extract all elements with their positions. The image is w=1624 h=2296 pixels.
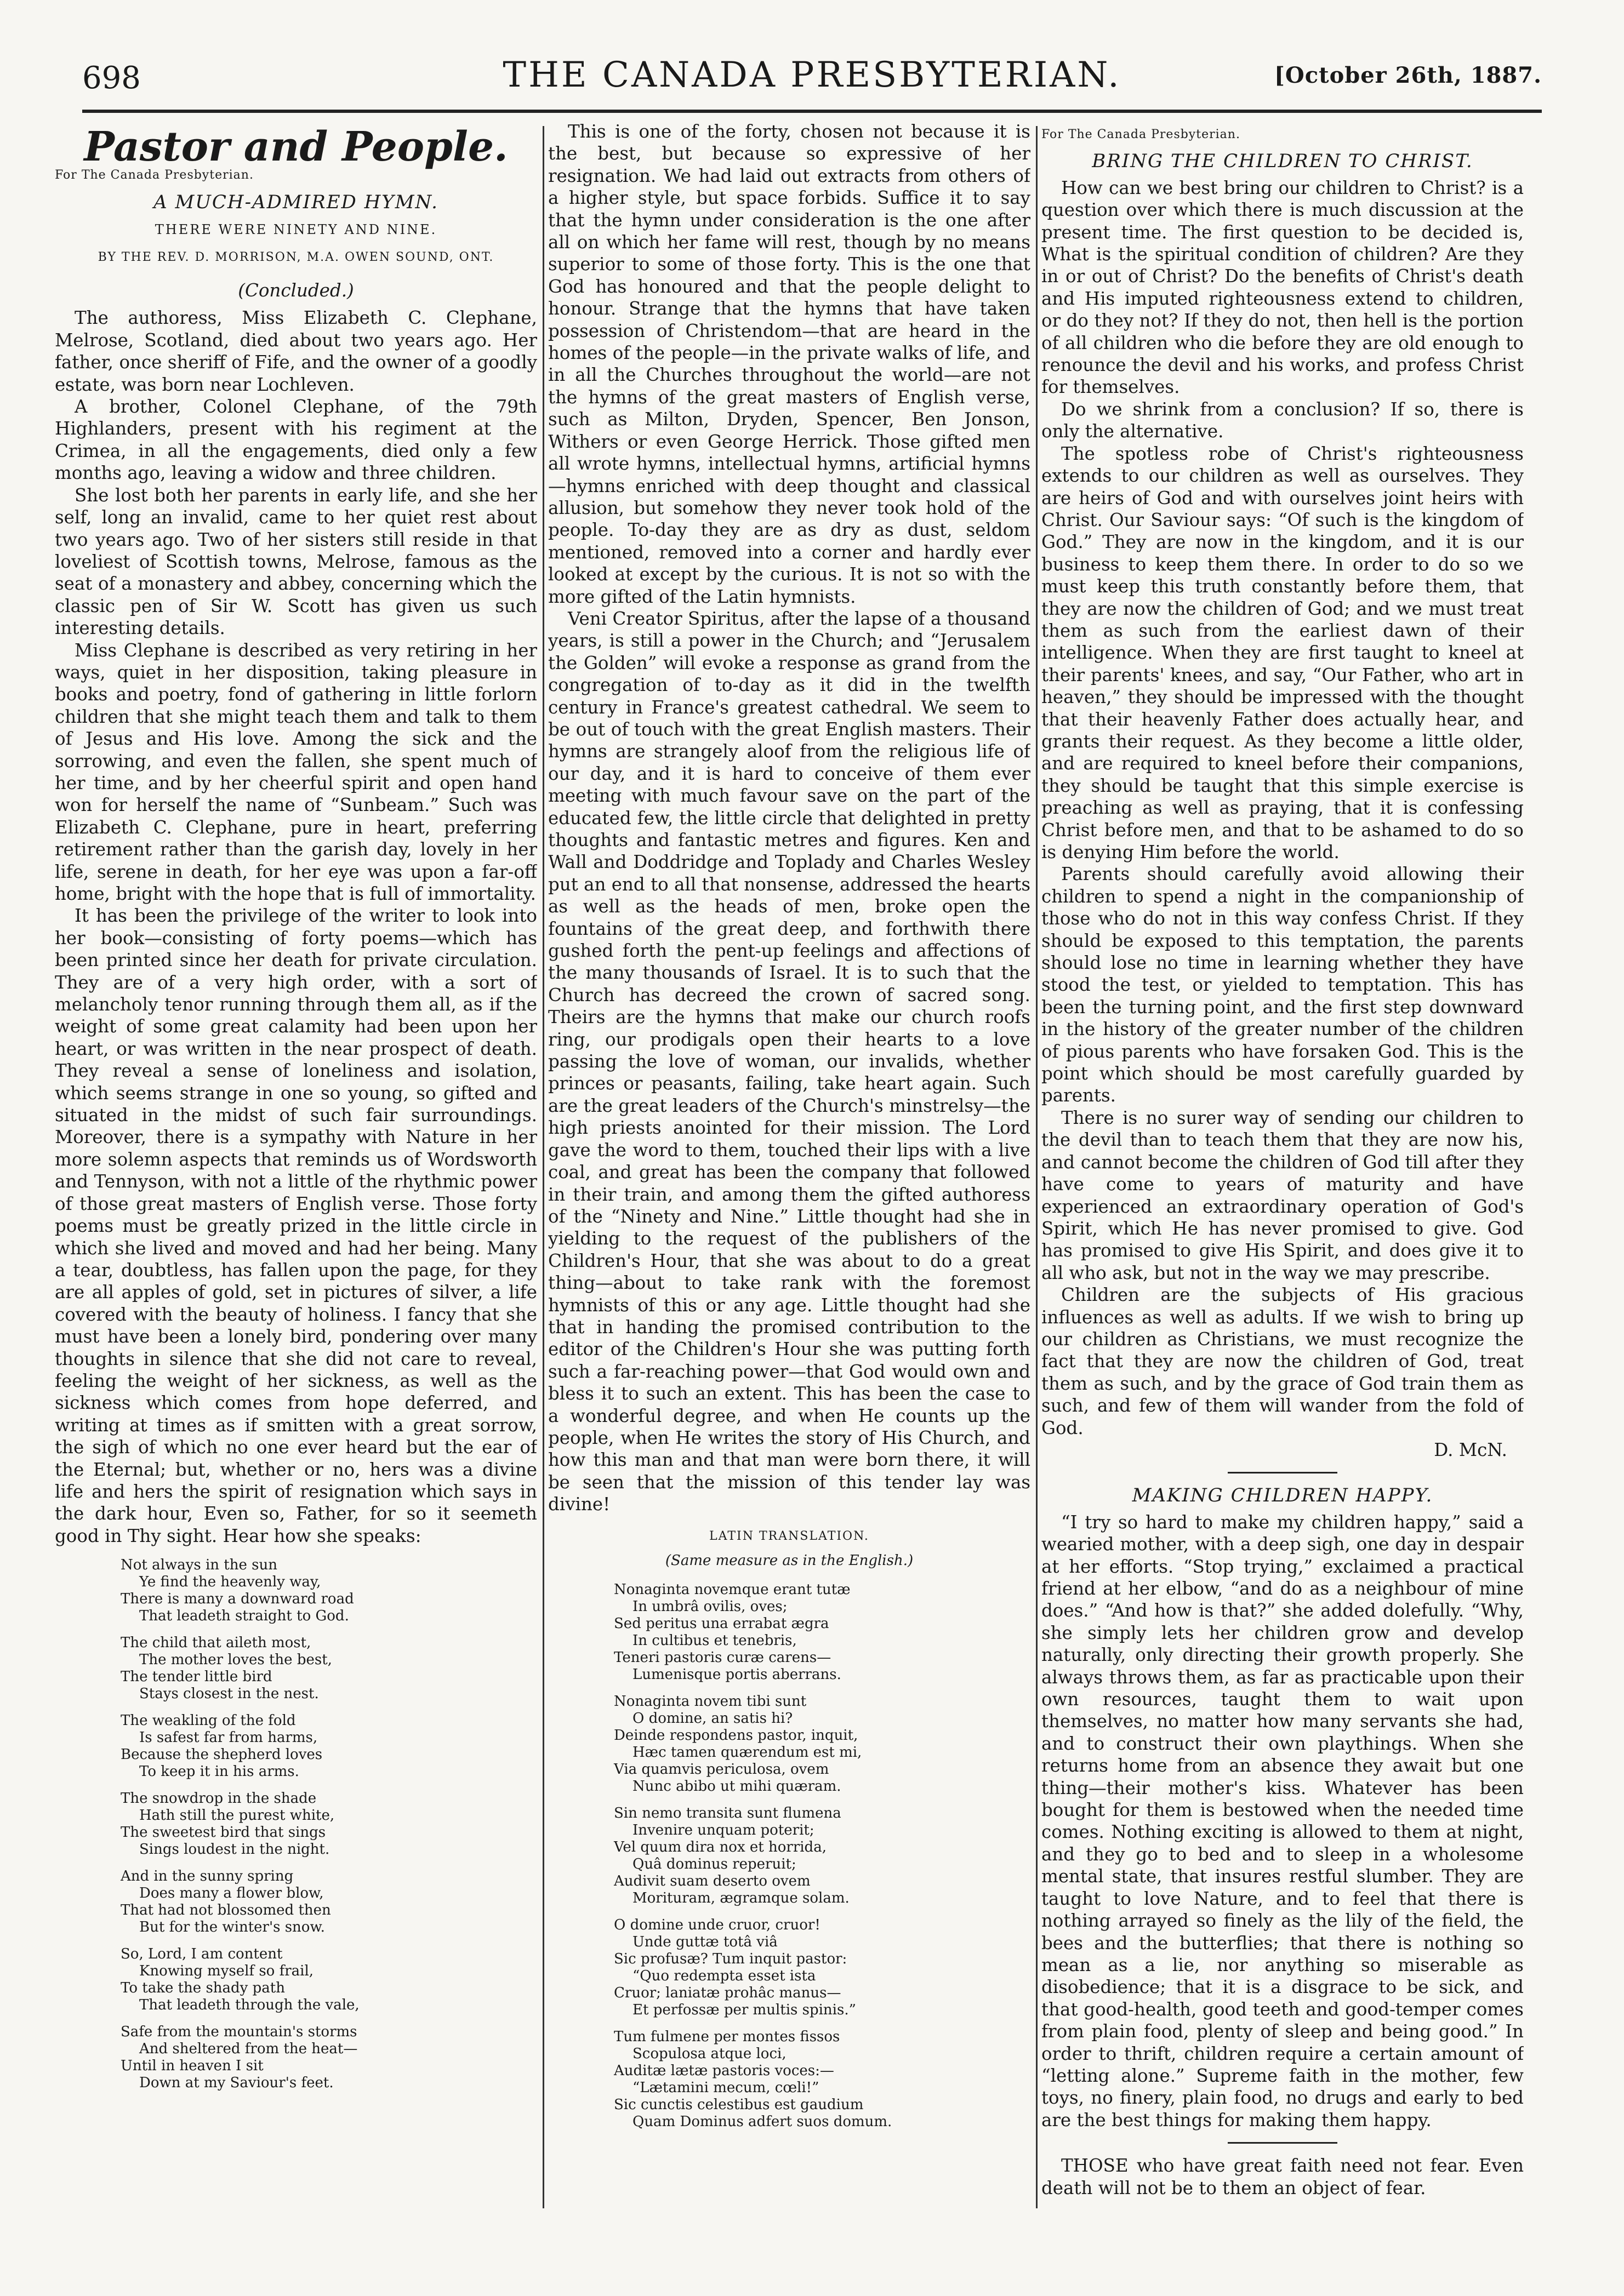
poem-line: So, Lord, I am content	[121, 1946, 283, 1963]
poem-line: Nonaginta novem tibi sunt	[614, 1693, 807, 1710]
credit-line: For The Canada Presbyterian.	[1041, 128, 1240, 141]
poem-line: Auditæ lætæ pastoris voces:—	[614, 2063, 834, 2080]
poem-line: Down at my Saviour's feet.	[139, 2075, 334, 2092]
section-heading: Pastor and People.	[84, 123, 508, 170]
poem-line: The mother loves the best,	[139, 1652, 332, 1669]
poem	[121, 1557, 537, 2092]
header-rule	[82, 110, 1542, 113]
newspaper-title: THE CANADA PRESBYTERIAN.	[503, 55, 1121, 95]
article-title: MAKING CHILDREN HAPPY.	[1132, 1484, 1433, 1507]
poem-line: The weakling of the fold	[121, 1712, 296, 1729]
paragraph: “I try so hard to make my children happy,” said a wearied mother, with a deep sigh, one day in despair at her efforts. “Stop trying,” exclaimed a practical friend at her elbow, “and do as a neighbour of mine does.” “And how is that?” she added dolefully. “Why, she simply lets her children grow and develop naturally, only directing their growth properly. She always throws them, as far as practicable upon their own resources, taught them to wait upon themselves, no matter how many servants she had, and to construct their own playthings. When she returns home from an absence they await but one thing—their mother's kiss. Whatever has been bought for them is bestowed when the needed time comes. Nothing exciting is allowed to them at night, and they go to bed and to sleep in a wholesome mental state, that insures restful slumber. They are taught to love Nature, and to feel that there is nothing arrayed so finely as the lily of the field, the bees and the butterflies; that there is nothing so mean as a lie, nor anything so miserable as disobedience; that it is a disgrace to be sick, and that good-health, good teeth and good-temper comes from plain food, plenty of sleep and being good.” In order to thrift, children require a certain amount of “letting alone.” Supreme faith in the mother, few toys, no finery, plain food, no drugs and early to bed are the best things for making them happy.	[1041, 1511, 1524, 2131]
stanza	[121, 1868, 537, 1936]
stanza	[614, 1693, 1030, 1795]
page-number: 698	[82, 60, 141, 96]
paragraph: Miss Clephane is described as very retiring in her ways, quiet in her disposition, taking pleasure in books and poetry, fond of gathering in little forlorn children that she might teach them and talk to them of Jesus and His love. Among the sick and the sorrowing, and even the fallen, she spent much of her time, and by her cheerful spirit and open hand won for herself the name of “Sunbeam.” Such was Elizabeth C. Clephane, pure in heart, preferring retirement rather than the garish day, lovely in her life, serene in death, for her eye was upon a far-off home, bright with the hope that is full of immortality.	[55, 639, 537, 904]
poem-line: Sic profusæ? Tum inquit pastor:	[614, 1951, 847, 1968]
stanza	[121, 1557, 537, 1625]
paragraph: How can we best bring our children to Christ? is a question over which there is much discussion at the present time. The first question to be decided is, What is the spiritual condition of children? Are they in or out of Christ? Do the benefits of Christ's death and His imputed righteousness extend to children, or do they not? If they do not, then hell is the portion of all children who die before they are old enough to renounce the devil and his works, and profess Christ for themselves.	[1041, 177, 1524, 398]
divider	[1228, 1472, 1337, 1473]
poem-line: And in the sunny spring	[121, 1868, 294, 1885]
poem-line: “Lætamini mecum, cœli!”	[632, 2080, 819, 2097]
poem-line: To keep it in his arms.	[139, 1763, 299, 1780]
poem-line: The snowdrop in the shade	[121, 1790, 317, 1807]
poem-line: Ye find the heavenly way,	[139, 1574, 321, 1591]
article-subtitle: THERE WERE NINETY AND NINE.	[155, 222, 437, 238]
poem-line: “Quo redempta esset ista	[632, 1968, 816, 1985]
paragraph: This is one of the forty, chosen not because it is the best, but because so expressive of her resignation. We had laid out extracts from others of a higher style, but space forbids. Suffice it to say that the hymn under consideration is the one after all on which her fame will rest, though by no means superior to some of those forty. This is the one that God has honoured and that the people delight to honour. Strange that the hymns that have taken possession of Christendom—that are heard in the homes of the people—in the private walks of life, and in all the Churches throughout the world—are not the hymns of the great masters of English verse, such as Milton, Dryden, Spencer, Ben Jonson, Withers or even George Herrick. Those gifted men all wrote hymns, intellectual hymns, artificial hymns—hymns enriched with deep thought and classical allusion, but somehow they never took hold of the people. To-day they are as dry as dust, seldom mentioned, removed into a corner and hardly ever looked at except by the curious. It is not so with the more gifted of the Latin hymnists.	[548, 121, 1030, 607]
poem-line: Vel quum dira nox et horrida,	[614, 1839, 827, 1856]
poem-line: Cruor; laniatæ prohâc manus—	[614, 1985, 841, 2002]
stanza	[121, 1946, 537, 2014]
article-body	[1041, 1511, 1524, 2131]
column-3	[1041, 121, 1524, 2258]
poem-line: And sheltered from the heat—	[139, 2041, 358, 2058]
poem-line: The sweetest bird that sings	[121, 1824, 326, 1841]
poem-line: Nunc abibo ut mihi quæram.	[632, 1778, 841, 1795]
latin-subheading: (Same measure as in the English.)	[665, 1552, 914, 1569]
poem-line: But for the winter's snow.	[139, 1919, 325, 1936]
column-divider	[543, 126, 544, 2208]
credit-line: For The Canada Presbyterian.	[55, 168, 254, 182]
poem-line: That leadeth through the vale,	[139, 1997, 360, 2014]
poem-line: Stays closest in the nest.	[139, 1686, 319, 1703]
byline: BY THE REV. D. MORRISON, M.A. OWEN SOUND, ONT.	[98, 250, 494, 264]
poem-line: That had not blossomed then	[121, 1902, 331, 1919]
poem-line: The child that aileth most,	[121, 1635, 311, 1652]
signature: D. McN.	[1434, 1439, 1507, 1460]
article-title: BRING THE CHILDREN TO CHRIST.	[1092, 150, 1473, 173]
poem-line: Not always in the sun	[121, 1557, 277, 1574]
poem-line: Is safest far from harms,	[139, 1729, 318, 1746]
poem-line: O domine, an satis hi?	[632, 1710, 793, 1727]
poem-line: The tender little bird	[121, 1669, 272, 1686]
concluded-note: (Concluded.)	[238, 280, 354, 301]
stanza	[614, 1917, 1030, 2019]
poem-line: Morituram, ægramque solam.	[632, 1890, 850, 1907]
article-body	[1041, 177, 1524, 1439]
article-body	[55, 307, 537, 1547]
paragraph: She lost both her parents in early life, and she her self, long an invalid, came to her quiet rest about two years ago. Two of her sisters still reside in that loveliest of Scottish towns, Melrose, famous as the seat of a monastery and abbey, concerning which the classic pen of Sir W. Scott has given us such interesting details.	[55, 484, 537, 639]
poem-line: Does many a flower blow,	[139, 1885, 324, 1902]
poem-line: Safe from the mountain's storms	[121, 2024, 357, 2041]
poem-line: O domine unde cruor, cruor!	[614, 1917, 820, 1934]
poem-line: Sings loudest in the night.	[139, 1841, 330, 1858]
poem-line: Quam Dominus adfert suos domum.	[632, 2114, 892, 2131]
poem-line: Scopulosa atque loci,	[632, 2046, 787, 2063]
poem-line: Invenire unquam poterit;	[632, 1822, 814, 1839]
poem-line: To take the shady path	[121, 1980, 285, 1997]
poem-line: Until in heaven I sit	[121, 2058, 264, 2075]
poem-line: Et perfossæ per multis spinis.”	[632, 2002, 856, 2019]
paragraph: It has been the privilege of the writer to look into her book—consisting of forty poems—which has been printed since her death for private circulation. They are of a very high order, with a sort of melancholy tenor running through them all, as if the weight of some great calamity had been upon her heart, or was written in the near prospect of death. They reveal a sense of loneliness and isolation, which seems strange in one so young, so gifted and situated in the midst of such fair surroundings. Moreover, there is a sympathy with Nature in her more solemn aspects that reminds us of Wordsworth and Tennyson, with not a little of the rhythmic power of those great masters of English verse. Those forty poems must be greatly prized in the little circle in which she lived and moved and had her being. Many a tear, doubtless, has fallen upon the page, for they are all apples of gold, set in pictures of silver, a life covered with the beauty of holiness. I fancy that she must have been a lonely bird, pondering over many thoughts in silence that she did not care to reveal, feeling the weight of her sickness, as well as the sickness which comes from hope deferred, and writing at times as if smitten with a great sorrow, the sigh of which no one ever heard but the ear of the Eternal; but, whether or no, hers was a divine life and hers the spirit of resignation which says in the dark hour, Even so, Father, for so it seemeth good in Thy sight. Hear how she speaks:	[55, 905, 537, 1546]
poem-line: Sic cunctis celestibus est gaudium	[614, 2097, 864, 2114]
divider	[1228, 2142, 1337, 2144]
poem-line: Hæc tamen quærendum est mi,	[632, 1744, 862, 1761]
article-title: A MUCH-ADMIRED HYMN.	[153, 191, 438, 213]
poem-line: Because the shepherd loves	[121, 1746, 323, 1763]
page-header	[82, 55, 1542, 104]
paragraph: Children are the subjects of His gracious influences as well as adults. If we wish to bring up our children as Christians, we must recognize the fact that they are now the children of God, treat them as such, and by the grace of God train them as such, and few of them will wander from the fold of God.	[1041, 1284, 1524, 1438]
column-1	[55, 121, 537, 2258]
issue-date: [October 26th, 1887.	[1274, 62, 1542, 88]
poem-line: In umbrâ ovilis, oves;	[632, 1598, 788, 1615]
poem-line: In cultibus et tenebris,	[632, 1632, 797, 1649]
poem-line: There is many a downward road	[121, 1591, 354, 1608]
article-body	[548, 121, 1030, 1516]
poem-line: That leadeth straight to God.	[139, 1608, 349, 1625]
stanza	[121, 1790, 537, 1858]
poem-line: Teneri pastoris curæ carens—	[614, 1649, 831, 1666]
closing-note: THOSE who have great faith need not fear. Even death will not be to them an object of fear.	[1041, 2155, 1524, 2198]
poem-line: Sin nemo transita sunt flumena	[614, 1805, 841, 1822]
latin-poem	[614, 1581, 1030, 2131]
poem-line: Audivit suam deserto ovem	[614, 1873, 811, 1890]
stanza	[121, 1712, 537, 1780]
stanza	[121, 1635, 537, 1703]
paragraph: Veni Creator Spiritus, after the lapse of a thousand years, is still a power in the Church; and “Jerusalem the Golden” will evoke a response as grand from the congregation of to-day as it did in the twelfth century in France's greatest cathedral. We seem to be out of touch with the great English masters. Their hymns are strangely aloof from the religious life of our day, and it is hard to conceive of them ever meeting with much favour save on the part of the educated few, the little circle that delighted in pretty thoughts and fantastic metres and figures. Ken and Wall and Doddridge and Toplady and Charles Wesley put an end to all that nonsense, addressed the hearts as well as the heads of men, broke open the fountains of the great deep, and forthwith there gushed forth the pent-up feelings and affections of the many thousands of Israel. It is to such that the Church has decreed the crown of sacred song. Theirs are the hymns that make our church roofs ring, our prodigals open their hearts to a love passing the love of woman, our invalids, whether princes or peasants, failing, take heart again. Such are the great leaders of the Church's minstrelsy—the high priests anointed for their mission. The Lord gave the word to them, touched their lips with a live coal, and great has been the company that followed in their train, and among them the gifted authoress of the “Ninety and Nine.” Little thought had she in yielding to the request of the publishers of the Children's Hour, that she was about to do a great thing—about to take rank with the foremost hymnists of this or any age. Little thought had she that in handing the promised contribution to the editor of the Children's Hour she was putting forth such a far-reaching power—that God would own and bless it to such an extent. This has been the case to a wonderful degree, and when He counts up the people, when He writes the story of His Church, and how this man and that man were born there, it will be seen that the mission of this tender lay was divine!	[548, 608, 1030, 1515]
paragraph: Parents should carefully avoid allowing their children to spend a night in the companionship of those who do not in this way confess Christ. If they should be exposed to this temptation, the parents should lose no time in learning whether they have stood the test, or yielded to temptation. This has been the turning point, and the first step downward in the history of the greater number of the children of pious parents who have forsaken God. This is the point which should be most carefully guarded by parents.	[1041, 864, 1524, 1106]
column-2	[548, 121, 1030, 2258]
paragraph: A brother, Colonel Clephane, of the 79th Highlanders, present with his regiment at the Crimea, in all the engagements, died only a few months ago, leaving a widow and three children.	[55, 396, 537, 484]
poem-line: Deinde respondens pastor, inquit,	[614, 1727, 858, 1744]
poem-line: Sed peritus una errabat ægra	[614, 1615, 829, 1632]
stanza	[614, 1581, 1030, 1683]
column-divider	[1036, 126, 1038, 2208]
latin-heading: LATIN TRANSLATION.	[709, 1529, 869, 1543]
paragraph: The authoress, Miss Elizabeth C. Clephane, Melrose, Scotland, died about two years ago. Her father, once sheriff of Fife, and the owner of a goodly estate, was born near Lochleven.	[55, 307, 537, 395]
stanza	[614, 2029, 1030, 2131]
poem-line: Nonaginta novemque erant tutæ	[614, 1581, 851, 1598]
poem-line: Hath still the purest white,	[139, 1807, 335, 1824]
paragraph: Do we shrink from a conclusion? If so, there is only the alternative.	[1041, 398, 1524, 442]
poem-line: Knowing myself so frail,	[139, 1963, 314, 1980]
poem-line: Unde guttæ totâ viâ	[632, 1934, 778, 1951]
paragraph: There is no surer way of sending our children to the devil than to teach them that they are now his, and cannot become the children of God till after they have come to years of maturity and have experienced an extraordinary operation of God's Spirit, which He has never promised to give. God has promised to give His Spirit, and does give it to all who ask, but not in the way we may prescribe.	[1041, 1107, 1524, 1283]
poem-line: Lumenisque portis aberrans.	[632, 1666, 841, 1683]
poem-line: Via quamvis periculosa, ovem	[614, 1761, 829, 1778]
stanza	[121, 2024, 537, 2092]
poem-line: Tum fulmene per montes fissos	[614, 2029, 840, 2046]
stanza	[614, 1805, 1030, 1907]
poem-line: Quâ dominus reperuit;	[632, 1856, 796, 1873]
paragraph: The spotless robe of Christ's righteousness extends to our children as well as ourselves. They are heirs of God and with ourselves joint heirs with Christ. Our Saviour says: “Of such is the kingdom of God.” They are now in the kingdom, and it is our business to keep them there. In order to do so we must keep this truth constantly before them, that they are now the children of God; and we must treat them as such from the earliest dawn of their intelligence. When they are first taught to kneel at their parents' knees, and say, “Our Father, who art in heaven,” they should be impressed with the thought that their heavenly Father does actually hear, and grants their request. As they become a little older, and are required to kneel before their companions, they should be taught that this simple exercise is preaching as well as praying, that it is confessing Christ before men, and that to be ashamed to do so is denying Him before the world.	[1041, 443, 1524, 863]
